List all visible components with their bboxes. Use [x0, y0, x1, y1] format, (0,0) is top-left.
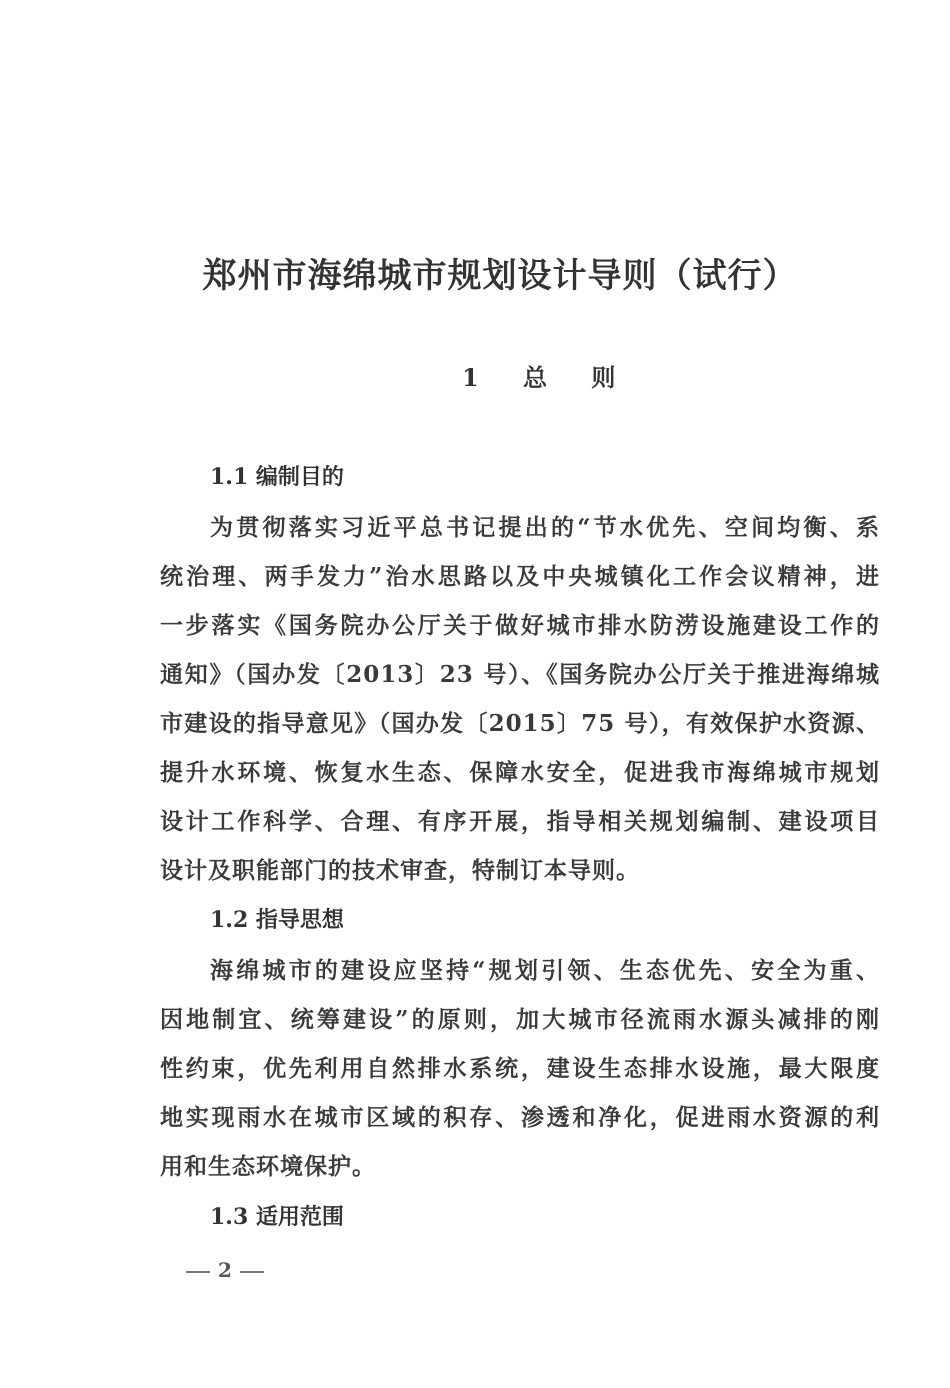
paragraph-line: 提升水环境、恢复水生态、保障水安全，促进我市海绵城市规划 — [160, 759, 880, 786]
paragraph-line: 因地制宜、统筹建设”的原则，加大城市径流雨水源头减排的刚 — [160, 1006, 880, 1033]
paragraph-line: 性约束，优先利用自然排水系统，建设生态排水设施，最大限度 — [160, 1055, 880, 1082]
document-title: 郑州市海绵城市规划设计导则（试行） — [202, 256, 798, 296]
paragraph-line: 市建设的指导意见》（国办发〔2015〕75 号），有效保护水资源、 — [160, 710, 880, 737]
page-number-dash-left — [186, 1271, 210, 1273]
page-number — [178, 1258, 272, 1282]
section-heading: 1.1 编制目的 — [210, 464, 344, 490]
paragraph-line: 设计及职能部门的技术审查，特制订本导则。 — [160, 857, 640, 884]
paragraph-line: 为贯彻落实习近平总书记提出的“节水优先、空间均衡、系 — [210, 514, 880, 541]
paragraph-line: 一步落实《国务院办公厅关于做好城市排水防涝设施建设工作的 — [160, 612, 880, 639]
paragraph-line: 用和生态环境保护。 — [160, 1153, 376, 1180]
page-number-value: 2 — [218, 1258, 232, 1282]
paragraph-line: 海绵城市的建设应坚持“规划引领、生态优先、安全为重、 — [210, 957, 880, 984]
section-heading: 1.2 指导思想 — [210, 907, 344, 933]
page-number-dash-right — [240, 1271, 264, 1273]
paragraph-line: 通知》（国办发〔2013〕23 号）、《国务院办公厅关于推进海绵城 — [160, 661, 880, 688]
chapter-title: 1 总 则 — [462, 363, 634, 392]
section-heading: 1.3 适用范围 — [210, 1204, 344, 1230]
paragraph-line: 地实现雨水在城市区域的积存、渗透和净化，促进雨水资源的利 — [160, 1104, 880, 1131]
paragraph-line: 统治理、两手发力”治水思路以及中央城镇化工作会议精神，进 — [160, 563, 880, 590]
paragraph-line: 设计工作科学、合理、有序开展，指导相关规划编制、建设项目 — [160, 808, 880, 835]
